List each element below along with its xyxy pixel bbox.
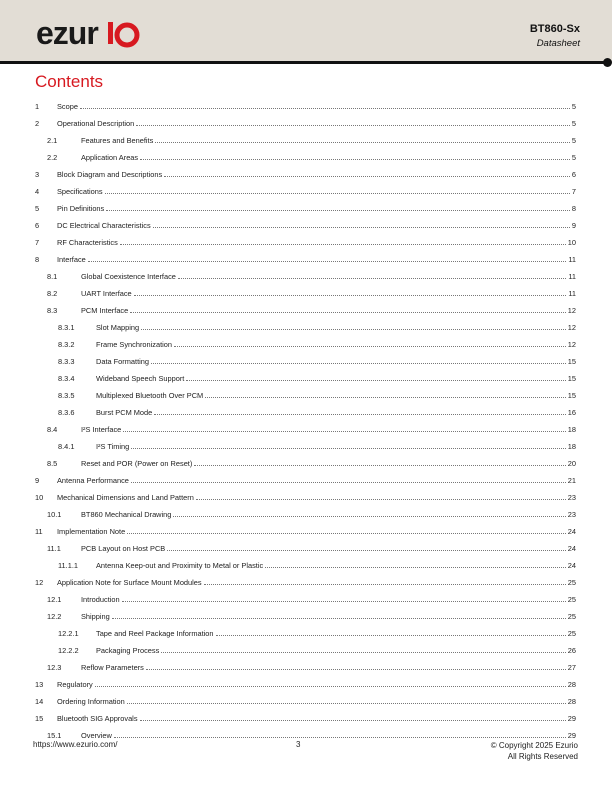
toc-entry-page: 21 (567, 476, 576, 485)
toc-entry-number: 8.5 (47, 459, 58, 468)
toc-entry-line (81, 595, 576, 604)
svg-text:ezur: ezur (36, 15, 98, 51)
toc-leader-dots (186, 379, 565, 381)
toc-entry-number: 14 (35, 697, 44, 706)
rights-text: All Rights Reserved (507, 752, 578, 761)
toc-leader-dots (123, 430, 566, 432)
toc-entry-page: 24 (567, 561, 576, 570)
toc-leader-dots (154, 413, 565, 415)
toc-entry-page: 11 (568, 289, 576, 298)
toc-entry[interactable] (35, 267, 576, 284)
toc-entry-title: BT860 Mechanical Drawing (81, 510, 172, 519)
toc-entry-page: 23 (567, 510, 576, 519)
toc-entry-line (57, 493, 576, 502)
toc-entry-title: PCB Layout on Host PCB (81, 544, 166, 553)
toc-entry[interactable] (35, 454, 576, 471)
toc-leader-dots (136, 124, 570, 126)
toc-entry-page: 10 (567, 238, 576, 247)
toc-entry-line (57, 170, 576, 179)
toc-entry-title: Features and Benefits (81, 136, 154, 145)
toc-entry-page: 29 (567, 714, 576, 723)
toc-entry-page: 27 (567, 663, 576, 672)
toc-entry-page: 24 (567, 544, 576, 553)
toc-entry-number: 3 (35, 170, 40, 179)
toc-entry-page: 11 (568, 272, 576, 281)
toc-entry-line (57, 187, 576, 196)
toc-entry-line (81, 459, 576, 468)
toc-leader-dots (95, 685, 566, 687)
toc-entry-page: 25 (567, 629, 576, 638)
toc-leader-dots (140, 719, 566, 721)
toc-entry-page: 28 (567, 697, 576, 706)
toc-entry-number: 8.4.1 (58, 442, 75, 451)
toc-leader-dots (153, 226, 570, 228)
toc-entry-page: 24 (567, 527, 576, 536)
toc-entry-page: 28 (567, 680, 576, 689)
toc-entry-page: 26 (567, 646, 576, 655)
toc-entry-line (96, 442, 576, 451)
toc-entry-number: 8.3 (47, 306, 58, 315)
toc-entry-title: Mechanical Dimensions and Land Pattern (57, 493, 194, 502)
toc-entry-page: 20 (567, 459, 576, 468)
toc-entry[interactable] (35, 335, 576, 352)
toc-entry-title: Specifications (57, 187, 103, 196)
toc-entry-title: Antenna Keep-out and Proximity to Metal or Plastic (96, 561, 264, 570)
toc-entry-page: 8 (571, 204, 576, 213)
toc-entry-line (96, 408, 576, 417)
toc-entry[interactable] (35, 250, 576, 267)
toc-entry-line (96, 340, 576, 349)
toc-leader-dots (122, 600, 566, 602)
toc-entry-number: 15.1 (47, 731, 62, 740)
toc-leader-dots (127, 702, 566, 704)
footer-copyright (491, 740, 578, 762)
toc-entry-page: 15 (567, 374, 576, 383)
toc-entry-title: Overview (81, 731, 112, 740)
toc-entry-number: 13 (35, 680, 44, 689)
toc-entry-line (96, 561, 576, 570)
toc-entry-title: Reset and POR (Power on Reset) (81, 459, 193, 468)
toc-leader-dots (106, 209, 570, 211)
toc-entry[interactable] (35, 488, 576, 505)
toc-entry-line (57, 714, 576, 723)
toc-entry[interactable] (35, 573, 576, 590)
toc-entry[interactable] (35, 114, 576, 131)
toc-entry-title: Tape and Reel Package Information (96, 629, 214, 638)
toc-leader-dots (141, 328, 566, 330)
toc-entry-line (81, 153, 576, 162)
toc-entry-line (96, 323, 576, 332)
toc-entry-page: 11 (568, 255, 576, 264)
toc-entry-title: Scope (57, 102, 78, 111)
toc-entry-title: Reflow Parameters (81, 663, 144, 672)
toc-leader-dots (112, 617, 566, 619)
toc-entry[interactable] (35, 590, 576, 607)
toc-entry-page: 5 (571, 136, 576, 145)
toc-entry-title: Burst PCM Mode (96, 408, 153, 417)
toc-entry-title: Block Diagram and Descriptions (57, 170, 163, 179)
toc-entry[interactable] (35, 641, 576, 658)
toc-entry[interactable] (35, 624, 576, 641)
toc-entry-number: 8 (35, 255, 40, 264)
toc-leader-dots (105, 192, 570, 194)
toc-leader-dots (155, 141, 570, 143)
toc-entry-number: 8.3.3 (58, 357, 75, 366)
toc-entry-number: 11 (35, 527, 43, 536)
toc-entry[interactable] (35, 420, 576, 437)
toc-entry-title: Shipping (81, 612, 110, 621)
toc-entry-line (81, 544, 576, 553)
toc-entry-number: 11.1.1 (58, 561, 78, 570)
toc-entry-title: UART Interface (81, 289, 132, 298)
toc-entry-title: Implementation Note (57, 527, 126, 536)
toc-entry-line (96, 357, 576, 366)
toc-entry-title: Slot Mapping (96, 323, 140, 332)
toc-entry-number: 8.3.2 (58, 340, 75, 349)
ezurio-logo (36, 14, 144, 54)
footer-page-number: 3 (296, 740, 301, 749)
toc-entry-page: 5 (571, 153, 576, 162)
toc-entry-number: 2.1 (47, 136, 58, 145)
toc-entry-title: Packaging Process (96, 646, 160, 655)
toc-leader-dots (127, 532, 566, 534)
toc-entry-number: 7 (35, 238, 40, 247)
toc-entry-number: 8.4 (47, 425, 58, 434)
toc-entry-page: 12 (567, 323, 576, 332)
toc-entry-page: 16 (567, 408, 576, 417)
toc-leader-dots (167, 549, 566, 551)
toc-leader-dots (151, 362, 566, 364)
toc-entry-line (57, 527, 576, 536)
toc-entry-line (57, 204, 576, 213)
toc-entry-number: 8.3.5 (58, 391, 75, 400)
toc-leader-dots (194, 464, 565, 466)
toc-entry-line (81, 510, 576, 519)
header-divider-dot (603, 58, 612, 67)
toc-entry-number: 8.1 (47, 272, 58, 281)
toc-entry-title: Multiplexed Bluetooth Over PCM (96, 391, 204, 400)
toc-entry-number: 8.3.6 (58, 408, 75, 417)
toc-leader-dots (173, 515, 565, 517)
toc-entry-title: Wideband Speech Support (96, 374, 185, 383)
toc-entry-line (57, 221, 576, 230)
toc-entry-page: 5 (571, 102, 576, 111)
table-of-contents (35, 97, 576, 743)
toc-entry-title: Frame Synchronization (96, 340, 172, 349)
toc-leader-dots (174, 345, 566, 347)
copyright-text: © Copyright 2025 Ezurio (490, 741, 578, 750)
toc-entry-number: 5 (35, 204, 40, 213)
toc-entry-number: 12.1 (47, 595, 62, 604)
toc-leader-dots (114, 736, 566, 738)
toc-entry-line (57, 578, 576, 587)
toc-entry-line (57, 697, 576, 706)
toc-leader-dots (178, 277, 566, 279)
footer-url[interactable]: https://www.ezurio.com/ (33, 740, 118, 749)
toc-entry-number: 1 (35, 102, 40, 111)
toc-entry-page: 25 (567, 578, 576, 587)
toc-entry-line (81, 306, 576, 315)
toc-leader-dots (134, 294, 567, 296)
toc-entry-page: 6 (571, 170, 576, 179)
toc-entry-number: 8.2 (47, 289, 58, 298)
toc-entry-number: 9 (35, 476, 40, 485)
document-subtitle: Datasheet (536, 38, 580, 49)
toc-entry-page: 18 (567, 442, 576, 451)
header-divider (0, 61, 607, 64)
toc-entry-number: 6 (35, 221, 40, 230)
toc-entry-page: 9 (571, 221, 576, 230)
toc-entry[interactable] (35, 199, 576, 216)
toc-entry-title: Interface (57, 255, 86, 264)
toc-entry[interactable] (35, 709, 576, 726)
toc-entry-number: 12.2 (47, 612, 62, 621)
toc-leader-dots (216, 634, 566, 636)
toc-entry[interactable] (35, 233, 576, 250)
toc-entry-title: Regulatory (57, 680, 93, 689)
toc-entry-title: DC Electrical Characteristics (57, 221, 151, 230)
toc-entry-number: 2 (35, 119, 40, 128)
toc-entry-page: 29 (567, 731, 576, 740)
toc-leader-dots (146, 668, 566, 670)
toc-entry[interactable] (35, 148, 576, 165)
toc-leader-dots (265, 566, 566, 568)
toc-entry[interactable] (35, 284, 576, 301)
contents-heading: Contents (35, 72, 104, 91)
toc-entry-line (57, 255, 576, 264)
toc-entry-line (96, 629, 576, 638)
toc-entry[interactable] (35, 318, 576, 335)
toc-entry-number: 12.3 (47, 663, 62, 672)
toc-entry[interactable] (35, 386, 576, 403)
toc-leader-dots (204, 583, 566, 585)
toc-entry[interactable] (35, 182, 576, 199)
toc-leader-dots (131, 481, 566, 483)
toc-entry-number: 11.1 (47, 544, 61, 553)
toc-leader-dots (80, 107, 570, 109)
toc-entry-line (57, 102, 576, 111)
toc-entry-line (96, 374, 576, 383)
toc-entry[interactable] (35, 522, 576, 539)
toc-entry-line (81, 425, 576, 434)
toc-entry-line (96, 646, 576, 655)
toc-entry-line (57, 680, 576, 689)
toc-entry-title: I²S Interface (81, 425, 122, 434)
toc-entry-title: PCM Interface (81, 306, 129, 315)
toc-entry-number: 10.1 (47, 510, 62, 519)
toc-entry-title: Data Formatting (96, 357, 149, 366)
toc-entry-page: 23 (567, 493, 576, 502)
toc-entry-title: Operational Description (57, 119, 135, 128)
toc-entry-number: 10 (35, 493, 44, 502)
toc-entry-title: Introduction (81, 595, 120, 604)
toc-entry-title: Application Areas (81, 153, 139, 162)
toc-leader-dots (120, 243, 566, 245)
toc-leader-dots (131, 447, 566, 449)
toc-entry-page: 15 (567, 357, 576, 366)
toc-entry-number: 12.2.1 (58, 629, 79, 638)
toc-entry-page: 25 (567, 595, 576, 604)
toc-entry-page: 5 (571, 119, 576, 128)
toc-entry-number: 12 (35, 578, 44, 587)
toc-entry[interactable] (35, 369, 576, 386)
toc-entry-line (57, 476, 576, 485)
toc-entry-line (57, 119, 576, 128)
toc-entry-title: Bluetooth SIG Approvals (57, 714, 138, 723)
toc-entry-page: 25 (567, 612, 576, 621)
toc-entry-page: 18 (567, 425, 576, 434)
toc-entry[interactable] (35, 658, 576, 675)
toc-entry-page: 12 (567, 306, 576, 315)
toc-entry-title: Application Note for Surface Mount Modules (57, 578, 202, 587)
toc-entry-number: 12.2.2 (58, 646, 79, 655)
toc-leader-dots (196, 498, 566, 500)
page-header (0, 0, 612, 62)
toc-entry-line (81, 612, 576, 621)
toc-leader-dots (140, 158, 570, 160)
toc-entry-title: Ordering Information (57, 697, 125, 706)
toc-entry-title: I²S Timing (96, 442, 130, 451)
toc-entry-number: 4 (35, 187, 40, 196)
toc-entry-number: 2.2 (47, 153, 58, 162)
toc-entry[interactable] (35, 505, 576, 522)
toc-entry-title: Antenna Performance (57, 476, 129, 485)
toc-entry[interactable] (35, 301, 576, 318)
toc-leader-dots (130, 311, 566, 313)
toc-entry[interactable] (35, 692, 576, 709)
toc-entry[interactable] (35, 131, 576, 148)
toc-entry-page: 7 (571, 187, 576, 196)
toc-entry-page: 15 (567, 391, 576, 400)
toc-entry[interactable] (35, 403, 576, 420)
toc-entry[interactable] (35, 437, 576, 454)
toc-entry-line (81, 272, 576, 281)
toc-leader-dots (88, 260, 567, 262)
toc-entry-line (81, 136, 576, 145)
toc-leader-dots (161, 651, 566, 653)
toc-entry[interactable] (35, 539, 576, 556)
toc-entry[interactable] (35, 607, 576, 624)
toc-entry-line (96, 391, 576, 400)
toc-entry[interactable] (35, 675, 576, 692)
toc-entry-title: RF Characteristics (57, 238, 118, 247)
toc-entry-title: Pin Definitions (57, 204, 105, 213)
toc-entry[interactable] (35, 165, 576, 182)
toc-entry[interactable] (35, 556, 576, 573)
toc-entry-line (81, 731, 576, 740)
toc-entry[interactable] (35, 216, 576, 233)
toc-entry[interactable] (35, 471, 576, 488)
toc-entry-line (57, 238, 576, 247)
toc-entry-line (81, 663, 576, 672)
toc-entry-number: 8.3.1 (58, 323, 75, 332)
toc-entry-number: 8.3.4 (58, 374, 75, 383)
toc-entry[interactable] (35, 97, 576, 114)
toc-entry-number: 15 (35, 714, 44, 723)
toc-entry-page: 12 (567, 340, 576, 349)
document-title: BT860-Sx (529, 23, 580, 35)
toc-entry-line (81, 289, 576, 298)
toc-leader-dots (164, 175, 570, 177)
toc-entry-title: Global Coexistence Interface (81, 272, 176, 281)
toc-entry[interactable] (35, 352, 576, 369)
toc-leader-dots (205, 396, 566, 398)
